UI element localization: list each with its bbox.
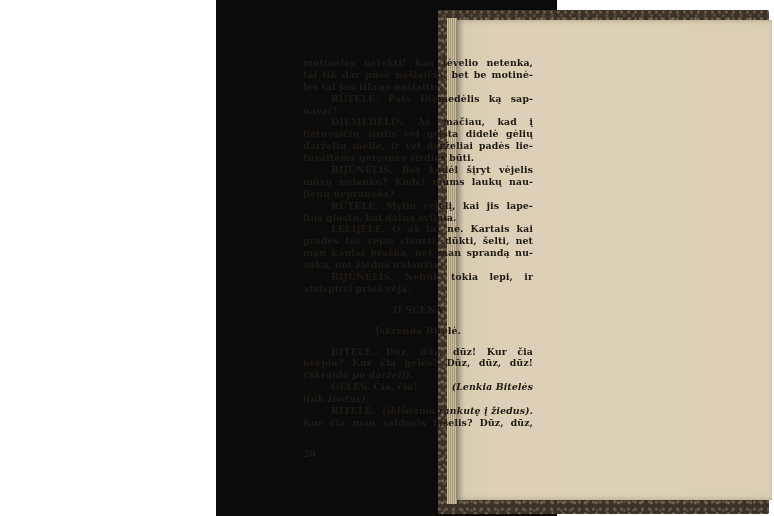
text-line: suka, net žiedus nulaužia. — [303, 260, 443, 272]
text-line: darželių meilė, ir vėl darželiai padės lie- — [303, 141, 533, 153]
speaker-line: RŪTELĖ. Pats Diemedėlis ką sap- — [331, 93, 533, 105]
speaker-line: DIEMEDĖLIS. Aš mačiau, kad į — [331, 117, 533, 129]
text-line: atsispirsi prieš vėją. — [303, 283, 411, 295]
speaker-line: BITELĖ. Dūz, dūz, dūz! Kur čia — [331, 346, 533, 358]
speaker-line — [303, 382, 533, 394]
text-line: tuvaitėms geresnės širdies būti. — [303, 153, 475, 165]
text-line: tai tik dar pusė našlaičio, bet be motinė- — [303, 69, 533, 81]
text-line: kvepia? Kur čia gėlės? Dūz, dūz, dūz! — [303, 358, 533, 370]
speaker-line: LELIJĖLĖ. O aš tai ne. Kartais kai — [331, 224, 533, 236]
speaker-line: BIJŪNĖLIS. Bet kodėl šįryt vėjelis — [331, 165, 533, 177]
stage-direction: (Lenkia Bitelės — [451, 382, 533, 394]
text-line: navai? — [303, 105, 338, 117]
page-number: 20 — [303, 450, 316, 460]
text-line: Kur čia man saldusis lašelis? Dūz, dūz, — [303, 417, 533, 429]
text-line: pradės tas vėjas siausti, dūkti, šelti, net — [303, 236, 533, 248]
speaker-line — [303, 406, 533, 418]
scene-heading: II SCENA — [392, 304, 444, 316]
text-line: jienų nepraneša? — [303, 188, 395, 200]
text-line: motinėlės netekti! Kas tėvelio netenka, — [303, 58, 533, 69]
text-line: lietuvaičių širdis vėl grįšta didelė gėlių — [303, 129, 533, 141]
speaker-name: BITELĖ. — [331, 406, 376, 418]
stage-direction: link žiedus). — [303, 394, 370, 406]
stage-direction: Įskrenda Bitelė. — [375, 325, 461, 337]
speaker-text: GĖLĖS. Čia, čia! — [331, 382, 418, 394]
speaker-line: RŪTELĖ. Myliu vėjelį, kai jis lape- — [331, 200, 533, 212]
speaker-line: BIJŪNĖLIS. Nebūk tokia lepi, ir — [331, 272, 533, 284]
page-text — [303, 58, 533, 430]
stage-direction: (Skraido po darželį). — [303, 370, 414, 382]
text-line: lius glosto, kai dainą švilpia. — [303, 212, 457, 224]
text-line: mūsų nelanko? Kodėl mums laukų nau- — [303, 176, 533, 188]
stage-direction: (įkišdama rankutę į žiedus). — [382, 406, 533, 418]
text-line: man kaulai braška, net man sprandą nu- — [303, 248, 533, 260]
text-line: lės tai jau tikras našlaitis. — [303, 81, 443, 93]
